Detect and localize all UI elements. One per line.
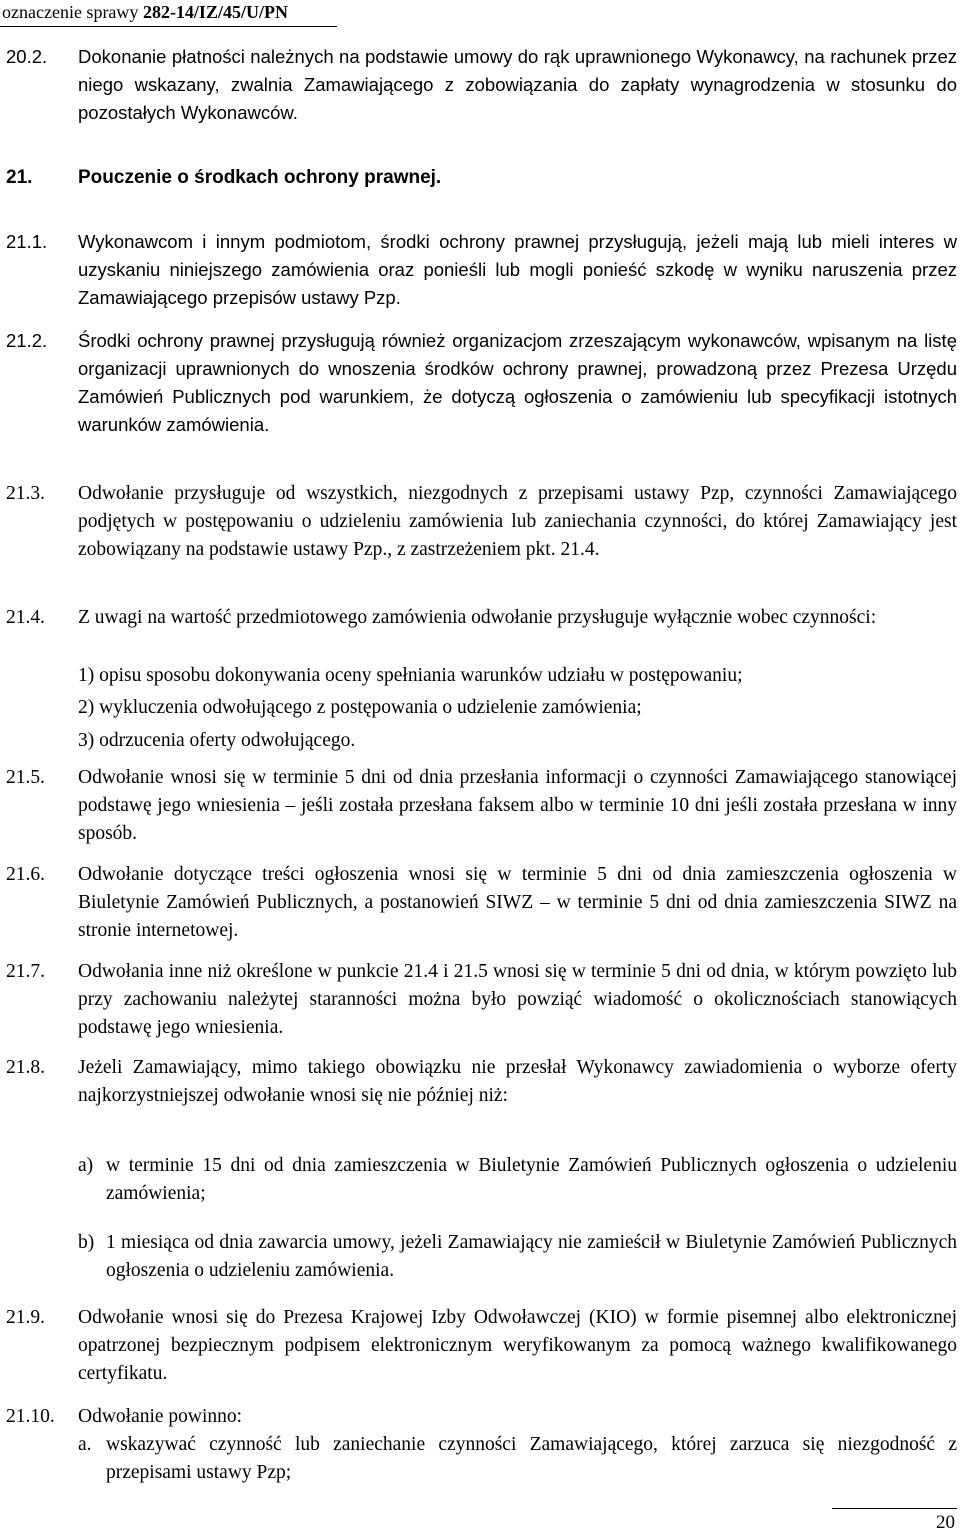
list-item: 2) wykluczenia odwołującego z postępowania o udzielenie zamówienia;	[78, 697, 642, 718]
paragraph-text: Odwołanie przysługuje od wszystkich, niezgodnych z przepisami ustawy Pzp, czynności Zamawiającego podjętych w postępowaniu o udzieleniu zamówienia lub zaniechania czynności, do której Zamawiający jest zobowiązany na podstawie ustawy Pzp., z zastrzeżeniem pkt. 21.4.	[78, 483, 957, 560]
list-label: a.	[78, 1434, 92, 1455]
document-header	[0, 0, 337, 27]
paragraph-number: 21.5.	[6, 767, 45, 788]
paragraph-text: Dokonanie płatności należnych na podstawie umowy do rąk uprawnionego Wykonawcy, na rachunek przez niego wskazany, zwalnia Zamawiającego z zobowiązania do zapłaty wynagrodzenia w stosunku do pozostałych Wykonawców.	[78, 46, 957, 123]
list-item-a	[78, 1152, 957, 1208]
section-21-heading	[0, 164, 957, 192]
paragraph-text: Jeżeli Zamawiający, mimo takiego obowiązku nie przesłał Wykonawcy zawiadomienia o wyborze oferty najkorzystniejszej odwołanie wnosi się nie później niż:	[78, 1057, 957, 1106]
paragraph-number: 21.1.	[6, 231, 48, 252]
paragraph-number: 21.8.	[6, 1057, 45, 1078]
paragraph-number: 21.9.	[6, 1307, 45, 1328]
paragraph-21-6	[0, 861, 957, 945]
section-title: Pouczenie o środkach ochrony prawnej.	[78, 167, 442, 188]
paragraph-21-8	[0, 1054, 957, 1110]
list-item-a	[78, 1431, 957, 1487]
paragraph-21-9	[0, 1304, 957, 1388]
footer-divider	[832, 1508, 957, 1509]
page-number: 20	[936, 1512, 955, 1533]
paragraph-text: Odwołanie wnosi się do Prezesa Krajowej Izby Odwoławczej (KIO) w formie pisemnej albo elektronicznej opatrzonej bezpiecznym podpisem elektronicznym weryfikowanym za pomocą ważnego kwalifikowanego certyfikatu.	[78, 1307, 957, 1384]
section-number: 21.	[6, 167, 33, 188]
list-text: w terminie 15 dni od dnia zamieszczenia w Biuletynie Zamówień Publicznych ogłoszenia o udzieleniu zamówienia;	[106, 1155, 957, 1204]
paragraph-21-10	[0, 1403, 957, 1431]
paragraph-text: Wykonawcom i innym podmiotom, środki ochrony prawnej przysługują, jeżeli mają lub mieli interes w uzyskaniu niniejszego zamówienia oraz ponieśli lub mogli ponieść szkodę w wyniku naruszenia przez Zamawiającego przepisów ustawy Pzp.	[78, 231, 957, 308]
list-item-b	[78, 1229, 957, 1285]
paragraph-text: Środki ochrony prawnej przysługują również organizacjom zrzeszającym wykonawców, wpisanym na listę organizacji uprawnionych do wnoszenia środków ochrony prawnej, prowadzoną przez Prezesa Urzędu Zamówień Publicznych pod warunkiem, że dotyczą ogłoszenia o zamówieniu lub specyfikacji istotnych warunków zamówienia.	[78, 330, 957, 435]
list-item: 1) opisu sposobu dokonywania oceny spełniania warunków udziału w postępowaniu;	[78, 665, 743, 686]
paragraph-21-3	[0, 480, 957, 564]
case-number: 282-14/IZ/45/U/PN	[142, 2, 288, 22]
list-label: a)	[78, 1155, 94, 1176]
paragraph-number: 21.3.	[6, 483, 45, 504]
paragraph-21-1	[0, 228, 957, 312]
paragraph-text: Odwołania inne niż określone w punkcie 21.4 i 21.5 wnosi się w terminie 5 dni od dnia, w którym powzięto lub przy zachowaniu należytej staranności można było powziąć wiadomość o okolicznościach stanowiących podstawę jego wniesienia.	[78, 961, 957, 1038]
paragraph-text: Z uwagi na wartość przedmiotowego zamówienia odwołanie przysługuje wyłącznie wobec czynności:	[78, 607, 877, 628]
header-label: oznaczenie sprawy	[2, 2, 143, 22]
paragraph-21-2	[0, 327, 957, 439]
list-label: b)	[78, 1232, 95, 1253]
list-text: wskazywać czynność lub zaniechanie czynności Zamawiającego, której zarzuca się niezgodność z przepisami ustawy Pzp;	[106, 1434, 957, 1483]
paragraph-text: Odwołanie dotyczące treści ogłoszenia wnosi się w terminie 5 dni od dnia zamieszczenia ogłoszenia w Biuletynie Zamówień Publicznych, a postanowień SIWZ – w terminie 5 dni od dnia zamieszczenia SIWZ na stronie internetowej.	[78, 864, 957, 941]
paragraph-21-4	[0, 604, 957, 632]
paragraph-number: 21.10.	[6, 1406, 55, 1427]
list-item: 3) odrzucenia oferty odwołującego.	[78, 730, 356, 751]
paragraph-number: 20.2.	[6, 46, 48, 67]
paragraph-number: 21.4.	[6, 607, 45, 628]
paragraph-text: Odwołanie wnosi się w terminie 5 dni od dnia przesłania informacji o czynności Zamawiającego stanowiącej podstawę jego wniesienia – jeśli została przesłana faksem albo w terminie 10 dni jeśli została przesłana w inny sposób.	[78, 767, 957, 844]
paragraph-text: Odwołanie powinno:	[78, 1406, 243, 1427]
list-text: 1 miesiąca od dnia zawarcia umowy, jeżeli Zamawiający nie zamieścił w Biuletynie Zamówień Publicznych ogłoszenia o udzieleniu zamówienia.	[106, 1232, 957, 1281]
paragraph-20-2	[0, 43, 957, 127]
paragraph-21-5	[0, 764, 957, 848]
paragraph-21-7	[0, 958, 957, 1042]
paragraph-number: 21.6.	[6, 864, 45, 885]
paragraph-number: 21.2.	[6, 330, 48, 351]
paragraph-number: 21.7.	[6, 961, 45, 982]
